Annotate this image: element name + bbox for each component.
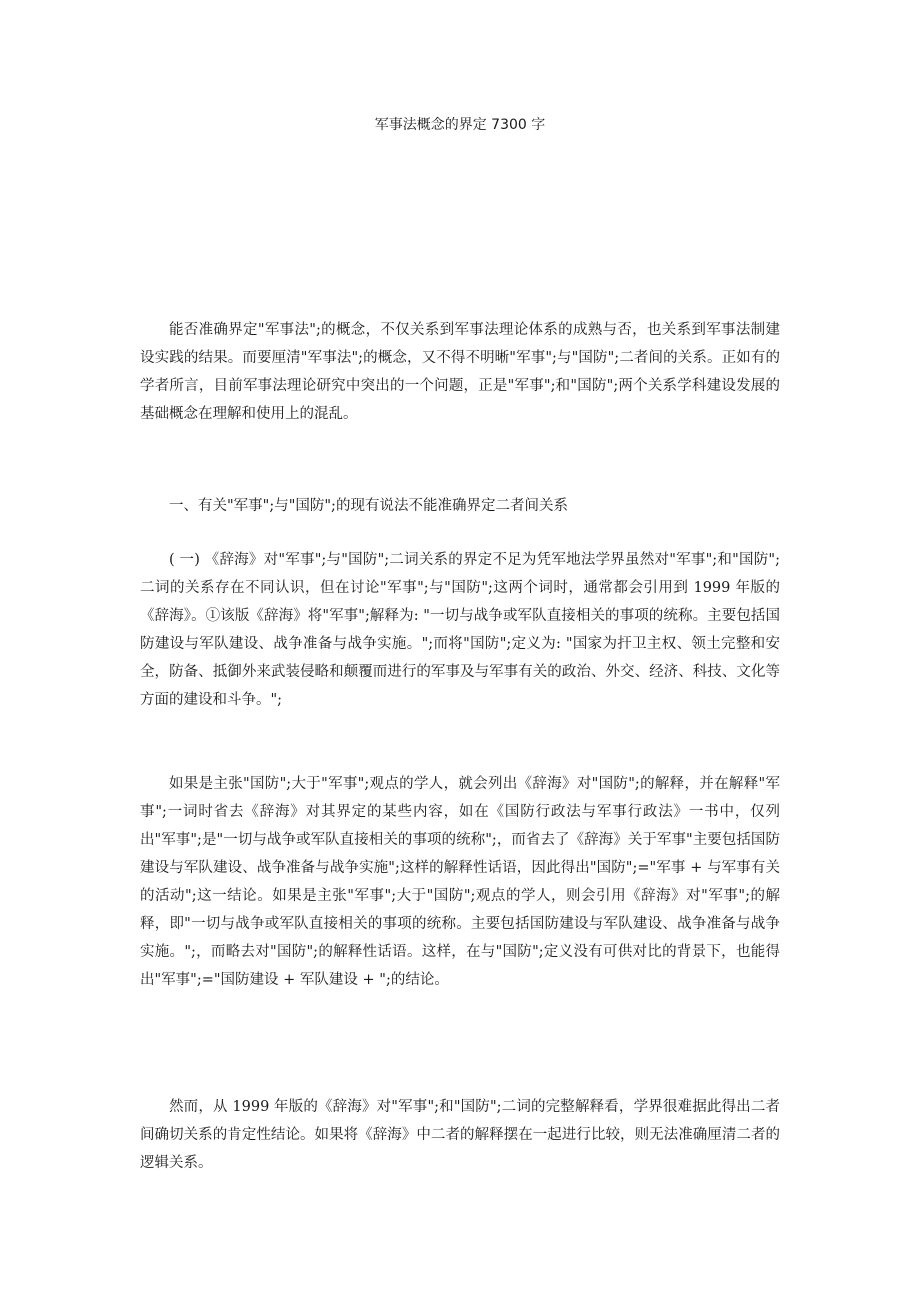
paragraph-cihai-definitions: ( 一) 《辞海》对"军事";与"国防";二词关系的界定不足为凭军地法学界虽然对"军事";和"国防";二词的关系存在不同认识，但在讨论"军事";与"国防";这两个词时，通常都会引用到 1999 年版的《辞海》。①该版《辞海》将"军事";解释为: "一切与战争或军队直接相关的事项的统称。主要包括国防建设与军队建设、战争准备与战争实施。";而将"国防";定义为: "国家为扞卫主权、领土完整和安全，防备、抵御外来武装侵略和颠覆而进行的军事及与军事有关的政治、外交、经济、科技、文化等方面的建设和斗争。"; [140, 552, 780, 708]
section-heading-1: 一、有关"军事";与"国防";的现有说法不能准确界定二者间关系 [169, 498, 568, 514]
paragraph-conclusion: 然而，从 1999 年版的《辞海》对"军事";和"国防";二词的完整解释看，学界很难据此得出二者间确切关系的肯定性结论。如果将《辞海》中二者的解释摆在一起进行比较，则无法准确厘清二者的逻辑关系。 [140, 1099, 780, 1171]
paragraph-national-defense-view: 如果是主张"国防";大于"军事";观点的学人，就会列出《辞海》对"国防";的解释，并在解释"军事";一词时省去《辞海》对其界定的某些内容，如在《国防行政法与军事行政法》一书中，仅列出"军事";是"一切与战争或军队直接相关的事项的统称";，而省去了《辞海》关于军事"主要包括国防建设与军队建设、战争准备与战争实施";这样的解释性话语，因此得出"国防";="军事 + 与军事有关的活动";这一结论。如果是主张"军事";大于"国防";观点的学人，则会引用《辞海》对"军事";的解释，即"一切与战争或军队直接相关的事项的统称。主要包括国防建设与军队建设、战争准备与战争实施。";，而略去对"国防";的解释性话语。这样，在与"国防";定义没有可供对比的背景下，也能得出"军事";="国防建设 + 军队建设 + ";的结论。 [140, 776, 780, 988]
paragraph-intro: 能否准确界定"军事法";的概念，不仅关系到军事法理论体系的成熟与否，也关系到军事法制建设实践的结果。而要厘清"军事法";的概念，又不得不明晰"军事";与"国防";二者间的关系。正如有的学者所言，目前军事法理论研究中突出的一个问题，正是"军事";和"国防";两个关系学科建设发展的基础概念在理解和使用上的混乱。 [140, 322, 780, 422]
document-title: 军事法概念的界定 7300 字 [374, 117, 546, 133]
